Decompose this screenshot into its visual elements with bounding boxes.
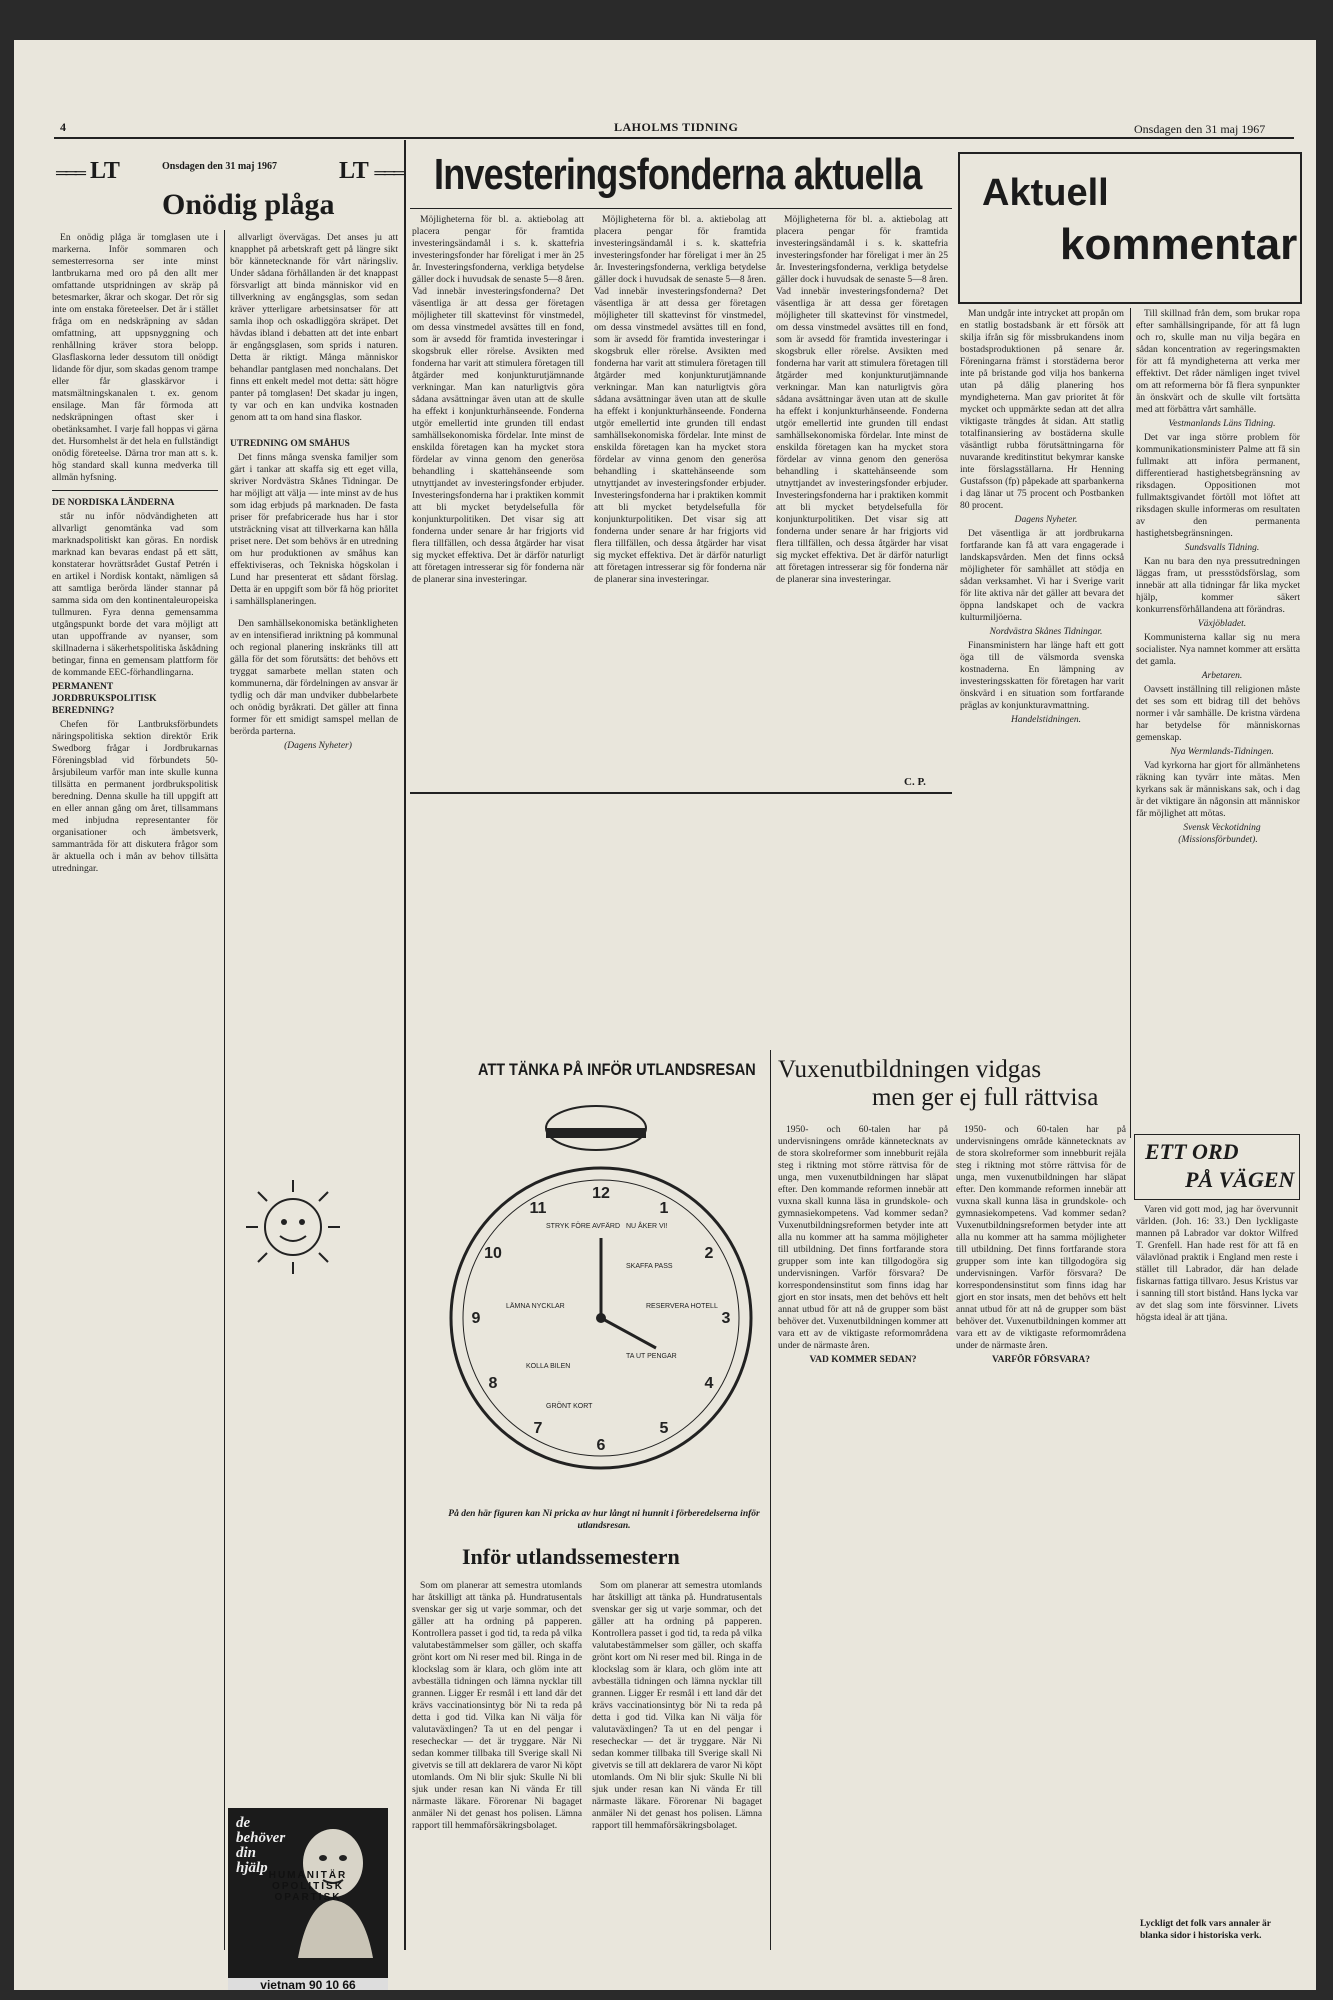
column-rule xyxy=(770,1050,771,1950)
aktuell-col2e-source: Nya Wermlands-Tidningen. xyxy=(1170,747,1274,757)
aktuell-col2-text: Till skillnad från dem, som brukar ropa efter samhällsingripande, för att få lugn och ro, skulle man nu vilja begära en sådan koncentration av regeringsmakten för att få myndigheterna att verka mer effektivt. Det råder nämligen inget tvivel om att reformerna bör få flera synpunkter än önskvärt och de skulle vilt fortsätta med att förbättra vårt samhälle. xyxy=(1136,308,1300,415)
ett-ord-box xyxy=(1134,1134,1300,1200)
aktuell-col2f-source: Svensk Veckotidning (Missionsförbundet). xyxy=(1178,823,1261,845)
aktuell-col2d-source: Arbetaren. xyxy=(1201,671,1243,681)
clock-item-2: NU ÅKER VI! xyxy=(626,1223,668,1230)
vux-text: 1950- och 60-talen har på undervisningens område kännetecknats av de stora skolreformer som innebburit rejäla steg i riktning mot större rättvisa för de unga, men vuxenutbildningen har släpat efter. Den kommande reformen innebär att vuxna skall kunna läsa in grundskole- och gymnasiekompetens. Vad kommer sedan? Vuxenutbildningsreformen betyder inte att alla nu kommer att ha samma möjligheter till utbildning. Det finns fortfarande stora grupper som inte kan tillgodogöra sig undervisningen. Varför försvara? De korrespondensinstitut som finns idag har gjort en stor insats, men det behövs ett helt annat utbud för att nå de grupper som bäst behöver det. Vuxenutbildningen kommer att vara ett av de viktigaste reformområdena under de närmaste åren. xyxy=(778,1124,948,1351)
aktuell-col1c-text: Finansministern har länge haft ett gott öga till de välsmorda svenska kostnaderna. En lämpning av investeringsskatten för företagen har varit önskvärd i en situation som fortfarande präglas av konjunkturavmattning. xyxy=(960,640,1124,711)
ad-account: vietnam 90 10 66 xyxy=(228,1978,388,1990)
travel-headline: Inför utlandssemestern xyxy=(462,1544,680,1569)
ett-ord-line2: PÅ VÄGEN xyxy=(1185,1167,1295,1192)
aktuell-kommentar-box xyxy=(958,152,1302,304)
main-article-col2 xyxy=(594,214,766,774)
aktuell-col1 xyxy=(960,308,1124,1008)
travel-col2 xyxy=(592,1580,762,1950)
vux-col1 xyxy=(778,1124,948,1914)
aktuell-col2b-source: Sundsvalls Tidning. xyxy=(1184,543,1260,553)
column-rule xyxy=(404,140,406,1950)
paper-name: LAHOLMS TIDNING xyxy=(614,120,739,134)
header-date: Onsdagen den 31 maj 1967 xyxy=(1134,122,1266,136)
aktuell-line2: kommentar xyxy=(1060,220,1298,269)
lt-title: Onödig plåga xyxy=(162,188,335,221)
header-rule xyxy=(54,137,1294,139)
main-article-col1 xyxy=(412,214,584,774)
travel-banner: ATT TÄNKA PÅ INFÖR UTLANDSRESAN xyxy=(478,1060,756,1079)
ad-org2: OPOLITISK xyxy=(272,1881,344,1892)
lt-mark-right: LT ═══ xyxy=(339,158,403,184)
vux-sub1: VAD KOMMER SEDAN? xyxy=(809,1355,917,1365)
clock-number-5: 5 xyxy=(659,1420,669,1437)
clock-number-1: 1 xyxy=(659,1200,669,1217)
page-number: 4 xyxy=(60,120,66,134)
clock-number-2: 2 xyxy=(704,1245,714,1262)
clock-number-4: 4 xyxy=(704,1375,714,1392)
aktuell-col1-source: Dagens Nyheter. xyxy=(1014,515,1078,525)
lt-col2-text: allvarligt övervägas. Det anses ju att knapphet på arbetskraft gett på längre sikt bör kännetecknande för vårt näringsliv. Under sådana förhållanden är det knappast försvarligt att binda människor vid en tillverkning av engångsglas, som sedan kräver ytterligare arbetsinsatser för att samla ihop och oskadliggöra skräpet. Det hävdas ibland i debatten att det inte enbart är engångsglasen, som sprids i naturen. Detta är riktigt. Många människor behandlar pantglasen med nonchalans. Det finns ett enkelt medel mot detta: sätt högre panter på tomglasen! Det skadar ju ingen, ty var och en kan undvika kostnaden genom att ta om hand sina flaskor. xyxy=(230,232,398,423)
utredning-heading: UTREDNING OM SMÅHUS xyxy=(230,439,350,449)
vux-text-cont: 1950- och 60-talen har på undervisningens område kännetecknats av de stora skolreformer som innebburit rejäla steg i riktning mot större rättvisa för de unga, men vuxenutbildningen har släpat efter. Den kommande reformen innebär att vuxna skall kunna läsa in grundskole- och gymnasiekompetens. Vad kommer sedan? Vuxenutbildningsreformen betyder inte att alla nu kommer att ha samma möjligheter till utbildning. Det finns fortfarande stora grupper som inte kan tillgodogöra sig undervisningen. Varför försvara? De korrespondensinstitut som finns idag har gjort en stor insats, men det behövs ett helt annat utbud för att nå de grupper som bäst behöver det. Vuxenutbildningen kommer att vara ett av de viktigaste reformområdena under de närmaste åren. xyxy=(956,1124,1126,1351)
jordbruk-heading: PERMANENT JORDBRUKSPOLITISK BEREDNING? xyxy=(52,682,157,716)
lt-date: Onsdagen den 31 maj 1967 xyxy=(162,161,278,172)
main-article-text: Möjligheterna för bl. a. aktiebolag att placera pengar för framtida investeringsändamål i s. k. skattefria investeringsfonder har föreligat i mer än 25 år. Investeringsfonderna, verkliga betydelse gäller dock i huvudsak de senaste 5—8 åren. Vad innebär investeringsfonderna? Det väsentliga är att dessa ger företagen möjligheter till skattevinst för vinstmedel, om dessa vinstmedel avsättes till en fond, som är avsedd för framtida investeringar i skogsbruk eller rörelse. Avsikten med fonderna har varit att stimulera företagen till åtgärder med konjunkturutjämnande verkningar. Man kan naturligtvis göra sådana avsättningar även utan att de skulle ha effekt i konjunkturhänseende. Fonderna utgör emellertid inte grunden till endast samhällsekonomiska fördelar. Inte minst de enskilda företagen kan ha mycket stora fördelar av vinna genom den generösa behandling i skattehänseende som utnyttjandet av investeringsfonder erbjuder. Investeringsfonderna har i praktiken kommit att bli mycket betydelsefulla för konjunkturpolitiken. Det visar sig att fonderna under senare år har frigjorts vid flera tillfällen, och dessa åtgärder har visat sig mycket effektiva. Det är därför naturligt att företagen intresserar sig för fonderna när de planerar sina investeringar. xyxy=(412,214,584,585)
aktuell-col2d-text: Kommunisterna kallar sig nu mera socialister. Nya namnet kommer att ersätta det gamla. xyxy=(1136,632,1300,667)
aktuell-col1b-text: Det väsentliga är att jordbrukarna fortfarande kan få att vara engagerade i landskapsvården. Men det finns också möjligheter för samhället att stödja en sådan verksamhet. Vi har i Sverige varit för lite aktiva när det gäller att bevara det öppna landskapet och de vackra kulturmiljöerna. xyxy=(960,528,1124,623)
aktuell-col1b-source: Nordvästra Skånes Tidningar. xyxy=(989,627,1103,637)
aktuell-col1-text: Man undgår inte intrycket att propån om en statlig bostadsbank är ett försök att skilja ifrån sig för missbrukandens inom bostadsproduktionen på senare år. Föreningarna främst i storstäderna beror inte på bristande god vilja hos bankerna utan på dålig planering hos myndigheterna. Man gav prioritet åt för mycket och uppmärkte sedan att det allra viktigaste trängdes åt sidan. Att statlig totalfinansiering av bostäderna skulle väsäntligt rubba förutsättningarna för nuvarande kreditinstitut bekymrar kanske inte förslagsställarna. Hr Henning Gustafsson (fp) påpekade att sparbankerna i dag länar ut 75 procent och Postbanken 80 procent. xyxy=(960,308,1124,511)
nordiska-text: står nu inför nödvändigheten att allvarligt genomtänka vad som marknadspolitiskt kan göras. En nordisk marknad kan bevaras endast på ett sätt, konstaterar hovrättsrådet Gustaf Petrén i en artikel i Nordisk kontakt, nämligen så att samtliga berörda länder stannar på samma sida om den kontinentaleuropeiska tullmuren. Fyra denna gemensamma utgångspunkt borde det vara möjligt att utan uppoffrande av nyanser, som skillnaderna i säkerhetspolitiska åskådning betingar, finna en gemensam plattform för de kommande EEC-förhandlingarna. xyxy=(52,511,218,678)
clock-item-5: TA UT PENGAR xyxy=(626,1353,677,1360)
vux-col2 xyxy=(956,1124,1126,1914)
clock-item-6: KOLLA BILEN xyxy=(526,1363,571,1370)
main-article-text-cont: Möjligheterna för bl. a. aktiebolag att placera pengar för framtida investeringsändamål i s. k. skattefria investeringsfonder har föreligat i mer än 25 år. Investeringsfonderna, verkliga betydelse gäller dock i huvudsak de senaste 5—8 åren. Vad innebär investeringsfonderna? Det väsentliga är att dessa ger företagen möjligheter till skattevinst för vinstmedel, om dessa vinstmedel avsättes till en fond, som är avsedd för framtida investeringar i skogsbruk eller rörelse. Avsikten med fonderna har varit att stimulera företagen till åtgärder med konjunkturutjämnande verkningar. Man kan naturligtvis göra sådana avsättningar även utan att de skulle ha effekt i konjunkturhänseende. Fonderna utgör emellertid inte grunden till endast samhällsekonomiska fördelar. Inte minst de enskilda företagen kan ha mycket stora fördelar av vinna genom den generösa behandling i skattehänseende som utnyttjandet av investeringsfonder erbjuder. Investeringsfonderna har i praktiken kommit att bli mycket betydelsefulla för konjunkturpolitiken. Det visar sig att fonderna under senare år har frigjorts vid flera tillfällen, och dessa åtgärder har visat sig mycket effektiva. Det är därför naturligt att företagen intresserar sig för fonderna när de planerar sina investeringar. xyxy=(594,214,766,585)
divider xyxy=(52,490,218,491)
clock-number-11: 11 xyxy=(529,1200,547,1217)
samhall-text: Den samhällsekonomiska betänkligheten av en intensifierad inriktning på kommunal och regional planering inskränks till att gälla för det som förutsätts: det behövs ett tryggat samarbete mellan staten och kommunerna, där fördelningen av ansvar är tydlig och där man undviker dubbelarbete och onödig byråkrati. Det gäller att finna former för ett smidigt samspel mellan de berörda parterna. xyxy=(230,618,398,737)
ett-ord-col xyxy=(1136,1204,1298,1914)
ett-ord-text: Varen vid gott mod, jag har övervunnit världen. (Joh. 16: 33.) Den lyckligaste mannen på Labrador var doktor Wilfred T. Grenfell. Han hade rest för att få en välavlönad praktik i England men reste i stället till Labrador, där han delade fiskarnas fattiga tillvaro. Jesus Kristus var i sanning till stort bistånd. Hans lycka var av det slag som inte försvinner. Livets högsta ideal är att tjäna. xyxy=(1136,1204,1298,1323)
aktuell-col2c-text: Kan nu bara den nya pressutredningen läggas fram, ut pressstödsförslag, som innebär att alla tidningar får lika mycket hjälp, kommer säkert konkurrensförhållandena att förändras. xyxy=(1136,556,1300,615)
ad-org3: OPARTISK xyxy=(274,1892,342,1903)
main-headline-rule xyxy=(410,208,952,209)
nordiska-heading: DE NORDISKA LÄNDERNA xyxy=(52,498,175,508)
clock-number-7: 7 xyxy=(533,1420,543,1437)
main-article-signature: C. P. xyxy=(904,776,926,788)
clock-item-4: RESERVERA HOTELL xyxy=(646,1303,718,1310)
lt-col1-text: En onödig plåga är tomglasen ute i markerna. Inför sommaren och semesterresorna ser inte minst lantbrukarna med oro på den allt mer omfattande utspridningen av skräp på betesmarker, åkrar och skogar. Det rör sig inte om enstaka företeelser. Det är i stället fråga om en nedskräpning av sådan omfattning, att uppsnyggning och renhållning kräver stora belopp. Glasflaskorna leder dessutom till onödigt lidande för djur, som skadas genom trampe eller får glasskärvor i matsmältningskanalen t. ex. genom ensilage. Man får förmoda att nedskräpningen oftast sker i obetänksamhet. I varje fall hoppas vi gärna det. Hursomhelst är det hela en fullständigt onödig företeelse. Därna tror man att s. k. hög standard skall kunna medverka till allmän hyfsning. xyxy=(52,232,218,483)
samhall-source: (Dagens Nyheter) xyxy=(284,741,352,751)
clock-number-9: 9 xyxy=(471,1310,481,1327)
column-rule xyxy=(1130,308,1131,1138)
aktuell-col2 xyxy=(1136,308,1300,1134)
aktuell-col2b-text: Det var inga större problem för kommunikationsministerr Palme att få sin fullmakt att införa permanent, differentierad hastighetsbegränsning av riksdagen. Oppositionen mot fullmaktsgivandet förtöll mot löftet att riksdagen skulle informeras om resultaten av den permanenta hastighetsbegränsningen. xyxy=(1136,432,1300,539)
clock-item-8: GRÖNT KORT xyxy=(546,1403,593,1410)
travel-text-cont: Som om planerar att semestra utomlands har åtskilligt att tänka på. Hundratusentals svenskar ger sig ut varje sommar, och det gäller att ha ordning på papperen. Kontrollera passet i god tid, ta reda på vilka valutabestämmelser som gäller, och skaffa grönt kort om Ni reser med bil. Ringa in de klockslag som är klara, och glöm inte att avbeställa tidningen och lämna nycklar till grannen. Ligger Er resmål i ett land där det krävs vaccinationsintyg bör Ni ta reda på detta i god tid. Vilka kan Ni välja för valutaväxlingen? Ta ut en del pengar i resecheckar — det är tryggare. När Ni sedan kommer tillbaka till Sverige skall Ni givetvis se till att deklarera de varor Ni köpt utomlands. Om Ni blir sjuk: Skulle Ni bli sjuk under resan kan Ni vända Er till närmaste läkare. Förorenar Ni bagaget anmäler Ni det genast hos polisen. Lämna rapport till hemmaförsäkringsbolaget. xyxy=(592,1580,762,1831)
ett-ord-line1: ETT ORD xyxy=(1145,1139,1239,1164)
aktuell-line1: Aktuell xyxy=(982,172,1109,214)
clock-number-12: 12 xyxy=(592,1185,610,1202)
aktuell-col2f-text: Vad kyrkorna har gjort för allmänhetens räkning kan tyvärr inte mätas. Men kyrkans sak är människans sak, och i dag är det viktigare än någonsin att människor får möjlighet att mötas. xyxy=(1136,760,1300,819)
utredning-text: Det finns många svenska familjer som gärt i tankar att skaffa sig ett eget villa, skriver Nordvästra Skånes Tidningar. De har möjligt att välja — inte minst av de hus som idag erbjuds på marknaden. De fasta priser för prefabricerade hus har i stor utsträckning visat att tillverkarna kan hålla priset nere. Det som behövs är en utredning om hur produktionen av småhus kan effektiviseras, och Tekniska högskolan i Lund har presenterat ett sådant förslag. Detta är en uppgift som bör få hög prioritet i samhällsplaneringen. xyxy=(230,452,398,607)
travel-col1 xyxy=(412,1580,582,1950)
aktuell-col2c-source: Växjöbladet. xyxy=(1197,619,1247,629)
section-rule xyxy=(410,792,952,794)
travel-caption: På den här figuren kan Ni pricka av hur långt ni hunnit i förberedelserna inför utlandsresan. xyxy=(448,1509,760,1531)
clock-item-3: SKAFFA PASS xyxy=(626,1263,673,1270)
aktuell-col1c-source: Handelstidningen. xyxy=(1011,715,1081,725)
aktuell-col2-source: Vestmanlands Läns Tidning. xyxy=(1168,419,1276,429)
clock-number-10: 10 xyxy=(484,1245,502,1262)
lt-mark-left: ═══ LT xyxy=(56,158,120,184)
clock-number-3: 3 xyxy=(721,1310,731,1327)
clock-item-1: STRYK FÖRE AVFÄRD xyxy=(546,1223,621,1230)
vux-sub2: VARFÖR FÖRSVARA? xyxy=(991,1355,1091,1365)
clock-number-8: 8 xyxy=(488,1375,498,1392)
aktuell-col2e-text: Oavsett inställning till religionen måste det ses som ett bidrag till det behövs normer i vår samhälle. De kristna värdena har betydelse för människornas gemenskap. xyxy=(1136,684,1300,743)
ett-ord-footer: Lyckligt det folk vars annaler är blanka sidor i historiska verk. xyxy=(1140,1919,1271,1941)
ad-org-text xyxy=(228,1870,388,1903)
vux-headline-1: Vuxenutbildningen vidgas xyxy=(778,1056,1042,1083)
main-headline: Investeringsfonderna aktuella xyxy=(434,150,922,199)
clock-item-7: LÄMNA NYCKLAR xyxy=(506,1303,565,1310)
vux-headline-2: men ger ej full rättvisa xyxy=(872,1084,1099,1111)
travel-text: Som om planerar att semestra utomlands har åtskilligt att tänka på. Hundratusentals svenskar ger sig ut varje sommar, och det gäller att ha ordning på papperen. Kontrollera passet i god tid, ta reda på vilka valutabestämmelser som gäller, och skaffa grönt kort om Ni reser med bil. Ringa in de klockslag som är klara, och glöm inte att avbeställa tidningen och lämna nycklar till grannen. Ligger Er resmål i ett land där det krävs vaccinationsintyg bör Ni ta reda på detta i god tid. Vilka kan Ni välja för valutaväxlingen? Ta ut en del pengar i resecheckar — det är tryggare. När Ni sedan kommer tillbaka till Sverige skall Ni givetvis se till att deklarera de varor Ni köpt utomlands. Om Ni blir sjuk: Skulle Ni bli sjuk under resan kan Ni vända Er till närmaste läkare. Förorenar Ni bagaget anmäler Ni det genast hos polisen. Lämna rapport till hemmaförsäkringsbolaget. xyxy=(412,1580,582,1831)
travel-clock-illustration xyxy=(426,1088,776,1488)
lt-col1 xyxy=(52,232,218,1990)
ad-org1: HUMANITÄR xyxy=(268,1870,348,1881)
clock-number-6: 6 xyxy=(596,1437,606,1454)
jordbruk-text: Chefen för Lantbruksförbundets näringspolitiska sektion direktör Erik Swedborg frågar i Jordbrukarnas Föreningsblad vid förbundets 50-årsjubileum varför man inte skulle kunna tillsätta en permanent jordbrukspolitisk beredning. Denna skulle ha till uppgift att en eller annan gång om året, tillsammans med inbjudna representanter för organisationer och ämbetsverk, sammanträda för att diskutera frågor som är aktuella och i mån av behov tillsätta utredningar. xyxy=(52,719,218,874)
column-rule xyxy=(224,230,225,1950)
sun-illustration xyxy=(238,1172,348,1282)
newspaper-page xyxy=(14,40,1316,1990)
main-article-col3 xyxy=(776,214,948,774)
main-article-text-cont2: Möjligheterna för bl. a. aktiebolag att placera pengar för framtida investeringsändamål i s. k. skattefria investeringsfonder har föreligat i mer än 25 år. Investeringsfonderna, verkliga betydelse gäller dock i huvudsak de senaste 5—8 åren. Vad innebär investeringsfonderna? Det väsentliga är att dessa ger företagen möjligheter till skattevinst för vinstmedel, om dessa vinstmedel avsättes till en fond, som är avsedd för framtida investeringar i skogsbruk eller rörelse. Avsikten med fonderna har varit att stimulera företagen till åtgärder med konjunkturutjämnande verkningar. Man kan naturligtvis göra sådana avsättningar även utan att de skulle ha effekt i konjunkturhänseende. Fonderna utgör emellertid inte grunden till endast samhällsekonomiska fördelar. Inte minst de enskilda företagen kan ha mycket stora fördelar av vinna genom den generösa behandling i skattehänseende som utnyttjandet av investeringsfonder erbjuder. Investeringsfonderna har i praktiken kommit att bli mycket betydelsefulla för konjunkturpolitiken. Det visar sig att fonderna under senare år har frigjorts vid flera tillfällen, och dessa åtgärder har visat sig mycket effektiva. Det är därför naturligt att företagen intresserar sig för fonderna när de planerar sina investeringar. xyxy=(776,214,948,585)
ad-headline: de behöver din hjälp xyxy=(236,1815,286,1876)
